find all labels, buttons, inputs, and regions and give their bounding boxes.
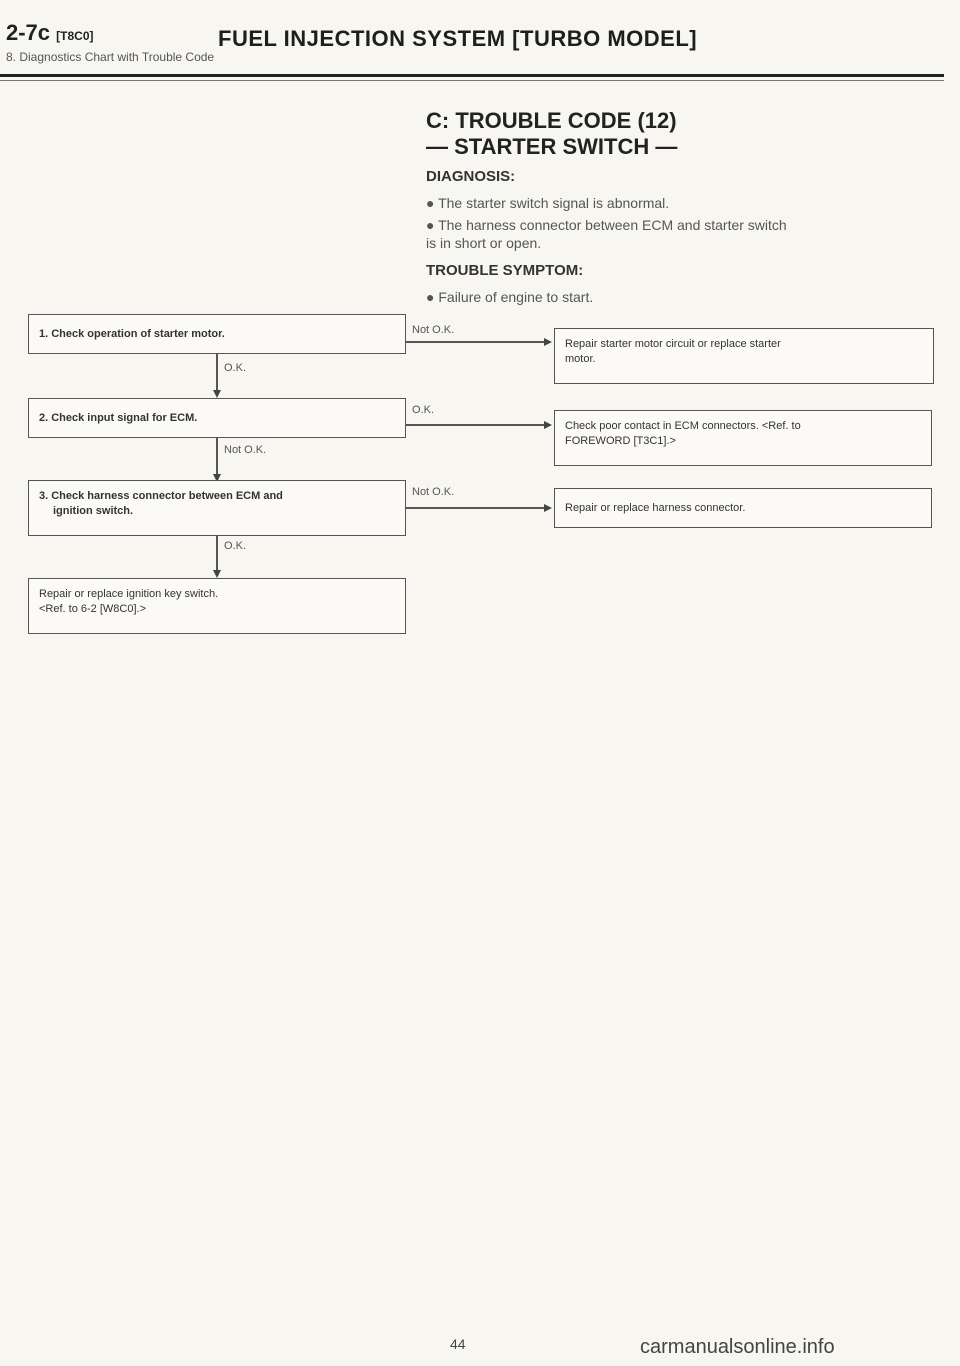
final-action-box: Repair or replace ignition key switch. <Ref. to 6-2 [W8C0].> [28,578,406,634]
page-number: 44 [450,1336,466,1352]
branch-label: O.K. [224,362,247,374]
result-3-box: Repair or replace harness connector. [554,488,932,528]
trouble-code-heading: C: TROUBLE CODE (12) [426,108,677,133]
connector-line [216,438,218,476]
branch-label: Not O.K. [224,444,267,456]
arrow-right-icon [544,421,552,429]
connector-line [216,354,218,392]
result-1-box: Repair starter motor circuit or replace starter motor. [554,328,934,384]
diagnosis-label: DIAGNOSIS: [426,168,516,185]
header-rule-thin [0,80,944,81]
page-subtitle: 8. Diagnostics Chart with Trouble Code [6,50,215,64]
connector-line [216,536,218,572]
branch-label: O.K. [412,404,435,416]
arrow-right-icon [544,338,552,346]
step-2-box: 2. Check input signal for ECM. [28,398,406,438]
arrow-down-icon [213,390,221,398]
branch-label: O.K. [224,540,247,552]
result-2-box: Check poor contact in ECM connectors. <Ref. to FOREWORD [T3C1].> [554,410,932,466]
page-title: FUEL INJECTION SYSTEM [TURBO MODEL] [218,26,698,51]
watermark: carmanualsonline.info [640,1336,835,1358]
arrow-right-icon [544,504,552,512]
diagnosis-item: ● The starter switch signal is abnormal. [426,195,670,211]
symptom-item: ● Failure of engine to start. [426,289,594,305]
connector-line [406,341,546,343]
section-code: 2-7c [T8C0] [6,20,94,45]
arrow-down-icon [213,570,221,578]
header-rule [0,74,944,77]
section-ref: [T8C0] [56,29,94,43]
connector-line [406,507,546,509]
branch-label: Not O.K. [412,486,455,498]
symptom-label: TROUBLE SYMPTOM: [426,262,584,279]
diagnosis-item-cont: is in short or open. [426,235,542,251]
step-3-box: 3. Check harness connector between ECM and ignition switch. [28,480,406,536]
branch-label: Not O.K. [412,324,455,336]
trouble-code-subheading: — STARTER SWITCH — [426,134,678,159]
connector-line [406,424,546,426]
step-1-box: 1. Check operation of starter motor. [28,314,406,354]
diagnosis-item: ● The harness connector between ECM and starter switch [426,217,787,233]
